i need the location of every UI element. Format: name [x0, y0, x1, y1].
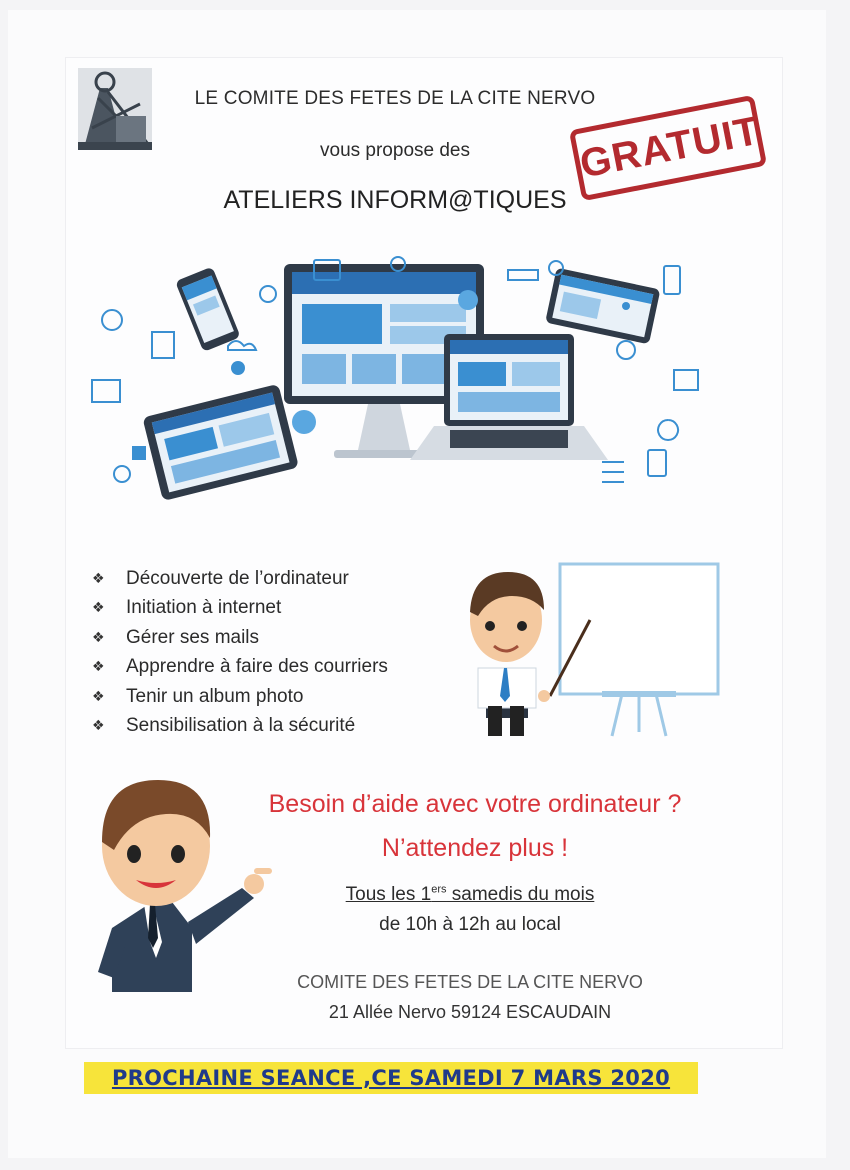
organizer-address: 21 Allée Nervo 59124 ESCAUDAIN: [328, 1002, 612, 1022]
diamond-bullet-icon: ❖: [92, 658, 105, 675]
organizer-name: COMITE DES FETES DE LA CITE NERVO: [297, 972, 643, 992]
list-item: ❖ Tenir un album photo: [92, 682, 388, 711]
list-item: ❖ Gérer ses mails: [92, 623, 388, 652]
diamond-bullet-icon: ❖: [92, 628, 105, 645]
help-heading: Besoin d’aide avec votre ordinateur ?: [268, 790, 682, 818]
schedule-frequency: Tous les 1ers samedis du mois: [345, 884, 595, 906]
help-subheading: N’attendez plus !: [381, 834, 569, 862]
teacher-whiteboard-illustration: [452, 556, 732, 741]
list-item: ❖ Sensibilisation à la sécurité: [92, 711, 388, 740]
feature-list: [92, 564, 388, 740]
diamond-bullet-icon: ❖: [92, 599, 105, 616]
list-item: ❖ Initiation à internet: [92, 593, 388, 622]
organizer-heading: LE COMITE DES FETES DE LA CITE NERVO: [194, 88, 596, 109]
diamond-bullet-icon: ❖: [92, 570, 105, 586]
next-session-banner: [84, 1062, 698, 1094]
next-session-text: PROCHAINE SEANCE ,CE SAMEDI 7 MARS 2020: [111, 1066, 671, 1090]
free-stamp: GRATUIT: [569, 95, 767, 202]
diamond-bullet-icon: ❖: [92, 687, 105, 704]
list-item: ❖ Découverte de l’ordinateur: [92, 564, 388, 593]
intro-text: vous propose des: [320, 140, 470, 161]
page-title: ATELIERS INFORM@TIQUES: [223, 186, 567, 214]
devices-illustration: [88, 250, 708, 530]
list-item: ❖ Apprendre à faire des courriers: [92, 652, 388, 681]
schedule-time: de 10h à 12h au local: [379, 914, 561, 935]
mine-headframe-logo: [78, 68, 152, 150]
diamond-bullet-icon: ❖: [92, 716, 105, 733]
